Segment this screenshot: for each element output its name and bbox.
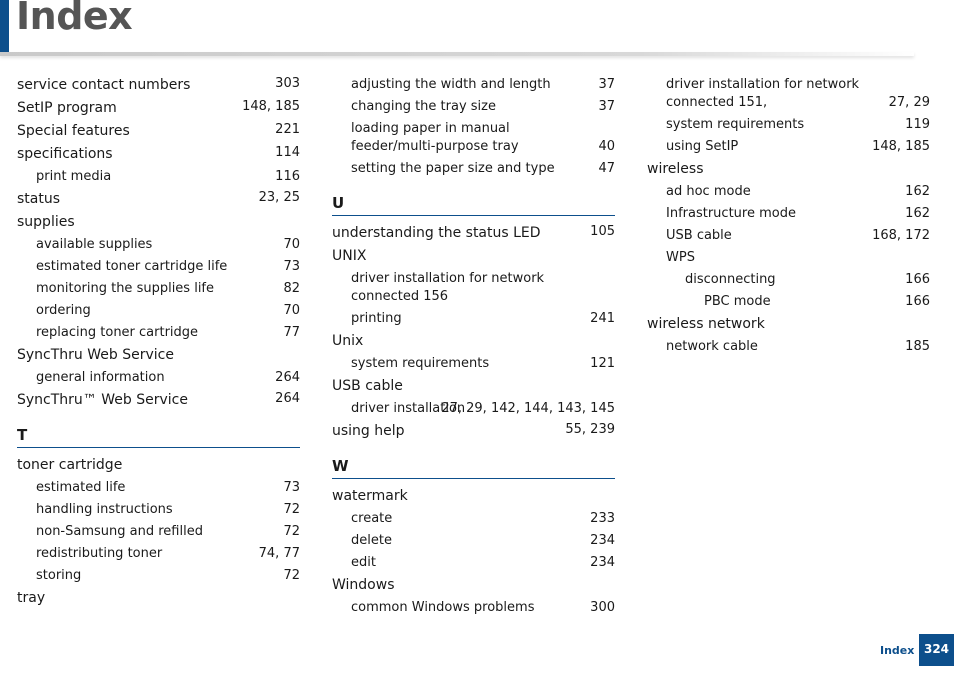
index-letter-heading: T <box>17 412 300 448</box>
index-entry-term: UNIX <box>332 248 367 264</box>
index-entry-pages[interactable]: 105 <box>590 224 615 239</box>
index-entry-pages[interactable]: 27, 29 <box>888 95 930 110</box>
index-entry-term: system requirements <box>666 117 805 132</box>
index-entry-pages[interactable]: 72 <box>283 524 300 539</box>
index-entry-term: SetIP program <box>17 100 117 116</box>
index-entry <box>332 308 615 330</box>
index-entry-term: edit <box>351 555 376 570</box>
index-entry <box>17 499 300 521</box>
index-entry-term: non-Samsung and refilled <box>36 524 203 539</box>
index-entry-pages[interactable]: 241 <box>590 311 615 326</box>
index-entry <box>17 367 300 389</box>
index-entry-term: Unix <box>332 333 364 349</box>
index-entry <box>17 188 300 211</box>
index-entry <box>17 256 300 278</box>
index-entry <box>332 158 615 180</box>
index-entry <box>332 420 615 443</box>
index-entry-pages[interactable]: 221 <box>275 122 300 137</box>
index-entry <box>647 203 930 225</box>
index-entry <box>332 353 615 375</box>
header-rule <box>0 52 914 56</box>
index-entry <box>17 74 300 97</box>
index-entry <box>17 322 300 344</box>
index-entry-pages[interactable]: 300 <box>590 600 615 615</box>
index-entry-pages[interactable]: 37 <box>598 77 615 92</box>
index-entry <box>17 521 300 543</box>
index-entry-term: using help <box>332 423 405 439</box>
index-entry <box>17 97 300 120</box>
index-entry <box>17 454 300 477</box>
index-entry-pages[interactable]: 166 <box>905 272 930 287</box>
footer-section-label: Index <box>880 644 915 657</box>
index-entry-term: driver installation <box>351 401 466 416</box>
index-entry-pages[interactable]: 185 <box>905 339 930 354</box>
index-entry-pages[interactable]: 234 <box>590 555 615 570</box>
index-entry-term: understanding the status LED <box>332 225 541 241</box>
index-entry <box>332 96 615 118</box>
index-entry <box>332 597 615 619</box>
index-entry-term: supplies <box>17 214 75 230</box>
index-entry-term: watermark <box>332 488 408 504</box>
index-entry-pages[interactable]: 73 <box>283 480 300 495</box>
index-entry-pages[interactable]: 162 <box>905 206 930 221</box>
index-entry <box>17 234 300 256</box>
index-entry-term: ordering <box>36 303 91 318</box>
index-letter-heading: U <box>332 180 615 216</box>
index-entry <box>647 136 930 158</box>
index-entry <box>647 114 930 136</box>
index-entry <box>17 389 300 412</box>
index-entry <box>647 313 930 336</box>
index-entry <box>17 120 300 143</box>
index-entry-term: using SetIP <box>666 139 739 154</box>
index-entry-term: Infrastructure mode <box>666 206 796 221</box>
index-entry-pages[interactable]: 72 <box>283 568 300 583</box>
index-entry <box>332 118 615 158</box>
index-entry-term: create <box>351 511 393 526</box>
index-entry <box>332 74 615 96</box>
index-entry-pages[interactable]: 148, 185 <box>242 99 300 114</box>
index-entry <box>17 143 300 166</box>
index-entry-term: USB cable <box>666 228 732 243</box>
index-entry-term: driver installation for network connected 151, <box>666 77 860 110</box>
index-entry-pages[interactable]: 264 <box>275 391 300 406</box>
index-entry-term: printing <box>351 311 402 326</box>
index-entry-pages[interactable]: 168, 172 <box>872 228 930 243</box>
index-entry-term: SyncThru™ Web Service <box>17 392 188 408</box>
index-entry <box>17 211 300 234</box>
index-entry-term: general information <box>36 370 165 385</box>
index-entry-term: USB cable <box>332 378 403 394</box>
index-entry-pages[interactable]: 303 <box>275 76 300 91</box>
index-entry-term: ad hoc mode <box>666 184 751 199</box>
index-entry-term: wireless network <box>647 316 765 332</box>
index-letter-heading: W <box>332 443 615 479</box>
index-entry <box>332 552 615 574</box>
index-entry-term: adjusting the width and length <box>351 77 551 92</box>
index-entry-term: Windows <box>332 577 395 593</box>
index-entry <box>647 291 930 313</box>
index-entry-term: estimated toner cartridge life <box>36 259 228 274</box>
index-entry-term: monitoring the supplies life <box>36 281 215 296</box>
index-entry <box>332 530 615 552</box>
index-entry-pages[interactable]: 23, 25 <box>258 190 300 205</box>
index-entry-pages[interactable]: 119 <box>905 117 930 132</box>
index-entry-term: setting the paper size and type <box>351 161 555 176</box>
index-entry-term: driver installation for network connected 156 <box>351 271 545 304</box>
header-accent-bar <box>0 0 9 52</box>
index-entry-term: toner cartridge <box>17 457 123 473</box>
index-entry <box>332 398 615 420</box>
index-entry-pages[interactable]: 77 <box>283 325 300 340</box>
index-entry-pages[interactable]: 70 <box>283 237 300 252</box>
index-entry-term: wireless <box>647 161 704 177</box>
index-entry <box>17 278 300 300</box>
index-entry-term: storing <box>36 568 82 583</box>
index-entry <box>332 485 615 508</box>
index-entry-term: replacing toner cartridge <box>36 325 199 340</box>
index-entry <box>647 74 930 114</box>
index-entry-term: redistributing toner <box>36 546 163 561</box>
index-entry-term: print media <box>36 169 112 184</box>
footer-page-number: 324 <box>919 634 954 666</box>
index-entry <box>17 543 300 565</box>
page-title: Index <box>16 0 133 38</box>
index-entry <box>647 225 930 247</box>
index-entry-pages[interactable]: 116 <box>275 169 300 184</box>
index-entry-pages[interactable]: 27, 29, 142, 144, 143, 145 <box>441 401 615 416</box>
index-entry-pages[interactable]: 166 <box>905 294 930 309</box>
index-entry-term: network cable <box>666 339 758 354</box>
index-entry <box>17 166 300 188</box>
index-entry-term: status <box>17 191 61 207</box>
index-entry-term: specifications <box>17 146 113 162</box>
index-entry-pages[interactable]: 47 <box>598 161 615 176</box>
index-entry <box>332 268 615 308</box>
index-entry <box>332 245 615 268</box>
index-entry-pages[interactable]: 74, 77 <box>258 546 300 561</box>
index-entry <box>332 574 615 597</box>
index-entry-term: common Windows problems <box>351 600 535 615</box>
index-entry-pages[interactable]: 234 <box>590 533 615 548</box>
index-entry <box>647 269 930 291</box>
index-entry-term: disconnecting <box>685 272 776 287</box>
index-entry-term: service contact numbers <box>17 77 191 93</box>
index-entry-term: WPS <box>666 250 695 265</box>
index-entry <box>647 247 930 269</box>
index-column-3 <box>647 74 930 358</box>
index-entry-term: system requirements <box>351 356 490 371</box>
index-entry-term: PBC mode <box>704 294 771 309</box>
index-entry-pages[interactable]: 73 <box>283 259 300 274</box>
index-entry-pages[interactable]: 162 <box>905 184 930 199</box>
index-entry <box>647 181 930 203</box>
index-entry-pages[interactable]: 72 <box>283 502 300 517</box>
index-entry-pages[interactable]: 114 <box>275 145 300 160</box>
index-entry-term: handling instructions <box>36 502 173 517</box>
index-entry-term: tray <box>17 590 46 606</box>
index-entry-pages[interactable]: 70 <box>283 303 300 318</box>
index-entry-pages[interactable]: 37 <box>598 99 615 114</box>
index-entry <box>17 587 300 610</box>
index-entry-term: estimated life <box>36 480 126 495</box>
index-entry-term: delete <box>351 533 392 548</box>
index-column-2 <box>332 74 615 619</box>
index-entry <box>332 330 615 353</box>
index-entry <box>647 336 930 358</box>
index-column-1 <box>17 74 300 610</box>
index-entry <box>17 565 300 587</box>
index-entry-pages[interactable]: 55, 239 <box>565 422 615 437</box>
index-entry-term: SyncThru Web Service <box>17 347 174 363</box>
index-entry-pages[interactable]: 264 <box>275 370 300 385</box>
index-entry-pages[interactable]: 148, 185 <box>872 139 930 154</box>
index-entry <box>17 477 300 499</box>
index-entry-term: loading paper in manual feeder/multi-purpose tray <box>351 121 519 154</box>
index-entry <box>332 222 615 245</box>
index-entry-term: changing the tray size <box>351 99 496 114</box>
index-entry-term: available supplies <box>36 237 153 252</box>
index-entry <box>17 300 300 322</box>
index-entry <box>332 375 615 398</box>
index-entry-term: Special features <box>17 123 130 139</box>
index-entry <box>17 344 300 367</box>
index-entry-pages[interactable]: 82 <box>283 281 300 296</box>
index-entry-pages[interactable]: 121 <box>590 356 615 371</box>
index-entry <box>332 508 615 530</box>
index-entry-pages[interactable]: 40 <box>598 139 615 154</box>
index-entry-pages[interactable]: 233 <box>590 511 615 526</box>
index-entry <box>647 158 930 181</box>
